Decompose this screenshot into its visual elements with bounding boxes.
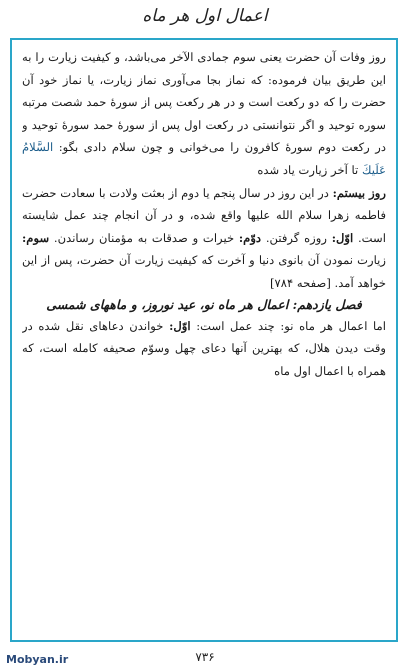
section-title: فصل یازدهم: اعمال هر ماه نو، عید نوروز، و ماههای شمسی <box>46 296 362 312</box>
paragraph-3 <box>22 315 386 383</box>
paragraph-3-first-label: اوّل: <box>169 318 191 333</box>
paragraph-2-text-a: در این روز در سال پنجم یا دوم از بعثت ولادت با سعادت حضرت فاطمه زهرا سلام الله علیها واقع شده، و در آن انجام چند عمل شایسته است. <box>22 185 386 245</box>
paragraph-1-arabic: السَّلامُ عَلَیكَ <box>22 140 386 177</box>
paragraph-2-first-label: اوّل: <box>331 230 354 245</box>
paragraph-2 <box>22 182 386 295</box>
page-content <box>22 46 386 634</box>
paragraph-2-text-d: زیارت نمودن آن بانوی دنیا و آخرت که کیفیت زیارت آن حضرت، پس از این خواهد آمد. [صفحه ۷۸۴] <box>22 253 386 290</box>
paragraph-3-text-a: اما اعمال هر ماه نو: چند عمل است: <box>190 318 386 333</box>
paragraph-2-text-c: خیرات و صدقات به مؤمنان رساندن. <box>49 230 239 245</box>
paragraph-1 <box>22 46 386 182</box>
text-frame <box>10 38 398 642</box>
paragraph-1-text: روز وفات آن حضرت یعنی سوم جمادی الآخر می‌باشد، و کیفیت زیارت را به این طریق بیان فرموده: که نماز بجا می‌آوری نماز زیارت، یا نماز خود آن حضرت را که دو رکعت است و در هر رکعت پس از سورهٔ حمد شصت مرتبه سوره توحید و اگر نتوانستی در رکعت اول پس از سورهٔ حمد سورهٔ توحید و در رکعت دوم سورهٔ کافرون را می‌خوانی و چون سلام دادی بگو: <box>22 50 386 155</box>
page-title: اعمال اول هر ماه <box>142 6 268 26</box>
watermark: Mobyan.ir <box>6 653 69 666</box>
paragraph-2-text-b: روزه گرفتن. <box>261 230 332 245</box>
paragraph-2-third-label: سوم: <box>22 230 50 245</box>
paragraph-2-lead: روز بیستم: <box>332 185 386 200</box>
paragraph-2-second-label: دوّم: <box>238 230 262 245</box>
paragraph-1-end: تا آخر زیارت یاد شده <box>257 162 362 177</box>
page-number: ۷۳۶ <box>195 650 215 664</box>
paragraph-3-text-b: خواندن دعاهای نقل شده در وقت دیدن هلال، که بهترین آنها دعای چهل وسوّم صحیفه کامله است، که همراه با اعمال اول ماه <box>22 318 386 378</box>
